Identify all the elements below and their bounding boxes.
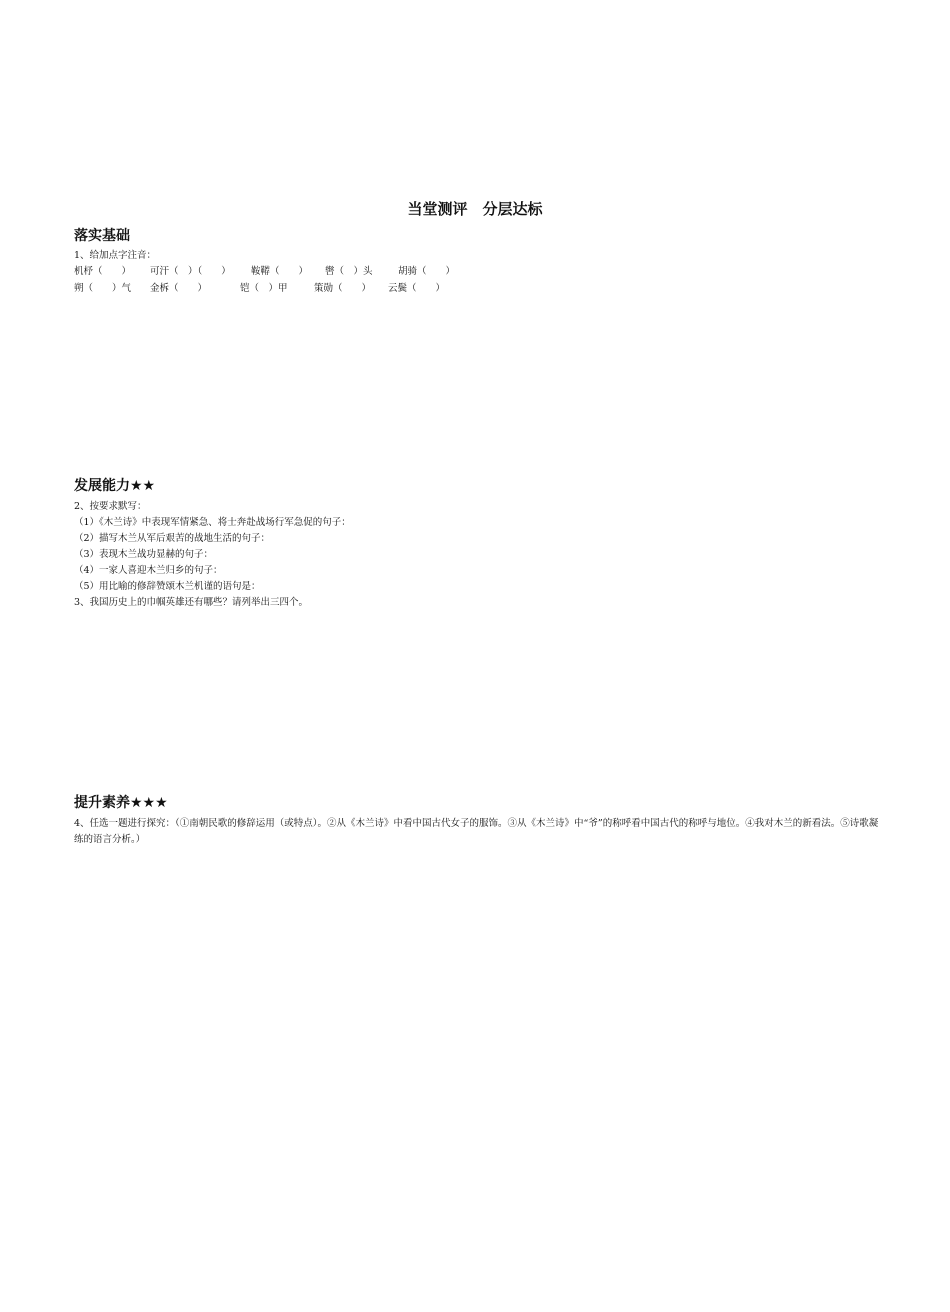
question-2-item: （4）一家人喜迎木兰归乡的句子： [74,565,223,576]
section-heading-basic: 落实基础 [74,228,130,244]
pinyin-item: 机杼（ ） [74,266,132,277]
pinyin-item: 策勋（ ） [314,283,372,294]
pinyin-item: 朔（ ）气 [74,283,132,294]
question-2-item: （3）表现木兰战功显赫的句子： [74,549,214,560]
pinyin-item: 金柝（ ） [150,283,208,294]
question-2-item: （5）用比喻的修辞赞颂木兰机谨的语句是： [74,581,261,592]
pinyin-item: 鞍鞯（ ） [251,266,309,277]
question-1-prompt: 1、给加点字注音： [74,250,157,261]
pinyin-item: 胡骑（ ） [398,266,456,277]
question-2-prompt: 2、按要求默写： [74,501,147,512]
pinyin-item: 云鬓（ ） [388,283,446,294]
pinyin-item: 铠（ ）甲 [240,283,288,294]
section-heading-develop: 发展能力★★ [74,478,156,494]
question-3: 3、我国历史上的巾帼英雄还有哪些？请列举出三四个。 [74,597,309,608]
pinyin-item: 可汗（ ）（ ） [150,266,231,277]
page-title: 当堂测评 分层达标 [407,200,543,218]
question-4: 4、任选一题进行探究：（①南朝民歌的修辞运用（或特点）。②从《木兰诗》中看中国古代女子的服饰。③从《木兰诗》中“爷”的称呼看中国古代的称呼与地位。④我对木兰的新看法。⑤诗歌凝练的语言分析。） [74,818,879,845]
question-2-item: （2）描写木兰从军后艰苦的战地生活的句子： [74,533,271,544]
pinyin-item: 辔（ ）头 [325,266,373,277]
question-2-item: （1）《木兰诗》中表现军情紧急、将士奔赴战场行军急促的句子： [74,517,351,528]
section-heading-improve: 提升素养★★★ [74,795,168,811]
